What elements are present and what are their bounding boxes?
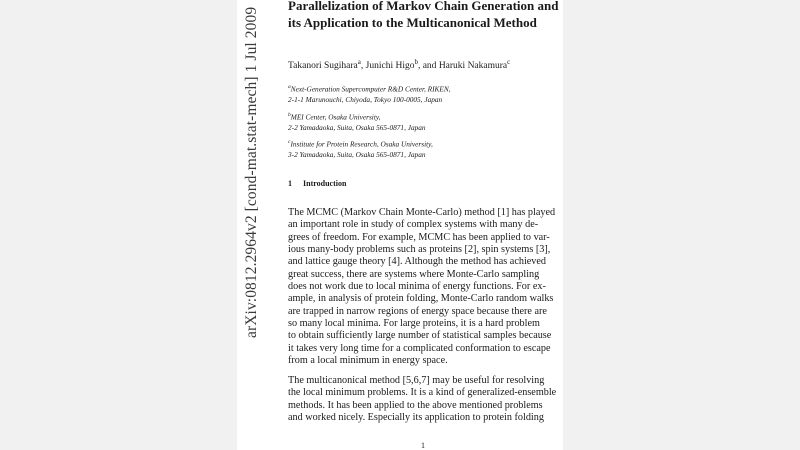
- paragraph-line: ious many-body problems such as proteins [2], spin systems [3],: [288, 244, 551, 256]
- arxiv-identifier: arXiv:0812.2964v2 [cond-mat.stat-mech] 1 Jul 2009: [243, 6, 260, 338]
- affiliation-institution: Next-Generation Supercomputer R&D Center, RIKEN,: [290, 84, 451, 94]
- author-name: Junichi Higo: [365, 61, 415, 72]
- section-title: Introduction: [303, 179, 347, 188]
- paragraph-line: The multicanonical method [5,6,7] may be useful for resolving: [288, 375, 545, 386]
- affiliation-address: 2-2 Yamadaoka, Suita, Osaka 565-0871, Japan: [288, 123, 426, 133]
- author-separator: , and: [417, 61, 439, 72]
- paragraph-line: and lattice gauge theory [4]. Although the method has achieved: [288, 256, 546, 268]
- author-affiliation-mark: b: [414, 58, 418, 66]
- paragraph-line: it takes very long time for a complicated conformation to escape: [288, 342, 551, 354]
- paragraph-line: grees of freedom. For example, MCMC has been applied to var-: [288, 231, 550, 243]
- affiliation-mark: b: [288, 112, 291, 118]
- paragraph-line: The MCMC (Markov Chain Monte-Carlo) method [1] has played: [288, 207, 556, 218]
- affiliation-mark: c: [288, 139, 291, 145]
- paragraph-line: methods. It has been applied to the above mentioned problems: [288, 399, 543, 411]
- paragraph-line: and worked nicely. Especially its application to protein folding: [288, 412, 544, 424]
- author-name: Takanori Sugihara: [288, 61, 358, 72]
- author-separator: ,: [360, 61, 366, 72]
- author-name: Haruki Nakamura: [438, 61, 508, 72]
- paper-title: Parallelization of Markov Chain Generation and its Application to the Multicanonical Method: [288, 0, 559, 30]
- page-number: 1: [421, 441, 425, 450]
- intro-paragraph-2: [288, 375, 560, 424]
- affiliation-mark: a: [288, 84, 291, 90]
- paragraph-line: the local minimum problems. It is a kind of generalized-ensemble: [288, 387, 557, 399]
- author-affiliation-mark: c: [507, 58, 511, 66]
- affiliation-institution: MEI Center, Osaka University,: [290, 112, 381, 122]
- paragraph-line: great success, there are systems where Monte-Carlo sampling: [288, 268, 540, 280]
- affiliation-b: [288, 110, 426, 133]
- affiliation-address: 2-1-1 Marunouchi, Chiyoda, Tokyo 100-0005, Japan: [288, 95, 443, 105]
- author-affiliation-mark: a: [357, 58, 361, 66]
- affiliation-c: [288, 137, 433, 160]
- section-number: 1: [288, 179, 292, 188]
- author-list: [288, 58, 510, 71]
- paragraph-line: an important role in study of complex systems with many de-: [288, 219, 539, 231]
- paragraph-line: are trapped in narrow regions of energy space because there are: [288, 305, 547, 317]
- affiliation-institution: Institute for Protein Research, Osaka University,: [290, 139, 433, 149]
- section-heading: [288, 179, 346, 188]
- paragraph-line: does not work due to local minima of energy functions. For ex-: [288, 281, 546, 293]
- paragraph-line: from a local minimum in energy space.: [288, 355, 448, 367]
- intro-paragraph-1: [288, 207, 560, 367]
- affiliation-a: [288, 82, 451, 105]
- paragraph-line: to obtain sufficiently large number of statistical samples because: [288, 330, 552, 342]
- affiliation-address: 3-2 Yamadaoka, Suita, Osaka 565-0871, Japan: [288, 150, 426, 160]
- paragraph-line: ample, in analysis of protein folding, Monte-Carlo random walks: [288, 293, 554, 305]
- paragraph-line: so many local minima. For large proteins, it is a hard problem: [288, 318, 540, 330]
